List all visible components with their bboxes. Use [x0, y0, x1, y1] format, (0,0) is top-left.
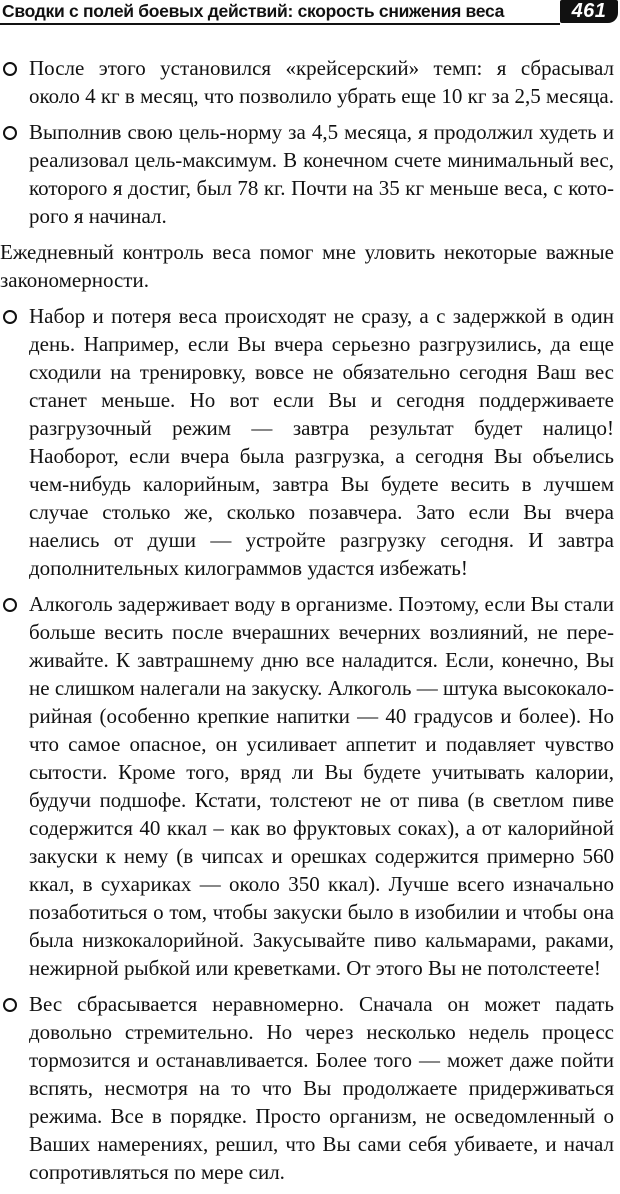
bullet-item	[0, 118, 614, 230]
bullet-text: Вес сбрасывается неравномерно. Сначала он может падать довольно стремительно. Но через несколько недель процесс тормозится и останавливается. Более того — может даже пойти вспять, несмотря на то что Вы продолжаете придерживаться режима. Все в порядке. Просто организм, не осведомленный о Ваших намерениях, решил, что Вы сами себя убиваете, и начал сопротивляться по мере сил.	[29, 992, 614, 1184]
bullet-item	[0, 54, 614, 110]
bullet-text: Набор и потеря веса происходят не сразу, а с задержкой в один день. Например, если Вы вчера серьезно разгрузились, да еще сходили на тренировку, вовсе не обязательно сегодня Ваш вес станет меньше. Но вот если Вы и сегодня поддерживаете разгрузочный режим — завтра результат будет налицо! Наоборот, если вчера была разгрузка, а сегодня Вы объелись чем-нибудь калорийным, завтра Вы будете весить в лучшем случае столько же, сколько позавчера. Зато если Вы вчера наелись от души — устройте разгрузку сегодня. И завтра дополнительных килограммов удастся избежать!	[29, 304, 614, 580]
page-header	[0, 0, 620, 24]
bullet-item	[0, 302, 614, 582]
page-body	[0, 54, 614, 1194]
bullet-item	[0, 990, 614, 1186]
header-rule	[0, 23, 560, 25]
circle-bullet-icon	[3, 126, 17, 140]
circle-bullet-icon	[3, 998, 17, 1012]
bullet-text: Выполнив свою цель-норму за 4,5 месяца, я продолжил худеть и реализовал цель-максимум. В конечном счете минимальный вес, которого я достиг, был 78 кг. Почти на 35 кг меньше веса, с которого я начинал.	[29, 120, 614, 228]
bullet-text: Алкоголь задерживает воду в организме. Поэтому, если Вы стали больше весить после вчерашних вечерних возлияний, не переживайте. К завтрашнему дню все наладится. Если, конечно, Вы не слишком налегали на закуску. Алкоголь — штука высококалорийная (особенно крепкие напитки — 40 градусов и более). Но что самое опасное, он усиливает аппетит и подавляет чувство сытости. Кроме того, вряд ли Вы будете учитывать калории, будучи подшофе. Кстати, толстеют не от пива (в светлом пиве содержится 40 ккал – как во фруктовых соках), а от калорийной закуски к нему (в чипсах и орешках содержится примерно 560 ккал, в сухариках — около 350 ккал). Лучше всего изначально позаботиться о том, чтобы закуски было в изобилии и чтобы она была низкокалорийной. Закусывайте пиво кальмарами, раками, нежирной рыбкой или креветками. От этого Вы не потолстеете!	[29, 592, 614, 980]
bullet-item	[0, 590, 614, 982]
bullet-text: После этого установился «крейсерский» темп: я сбрасывал около 4 кг в месяц, что позволило убрать еще 10 кг за 2,5 месяца.	[29, 56, 614, 108]
page-number-badge	[560, 0, 618, 23]
body-paragraph: Ежедневный контроль веса помог мне уловить некоторые важные закономерности.	[0, 240, 614, 292]
circle-bullet-icon	[3, 62, 17, 76]
page-number: 461	[571, 0, 607, 22]
running-title: Сводки с полей боевых действий: скорость снижения веса	[2, 1, 505, 21]
circle-bullet-icon	[3, 310, 17, 324]
circle-bullet-icon	[3, 598, 17, 612]
